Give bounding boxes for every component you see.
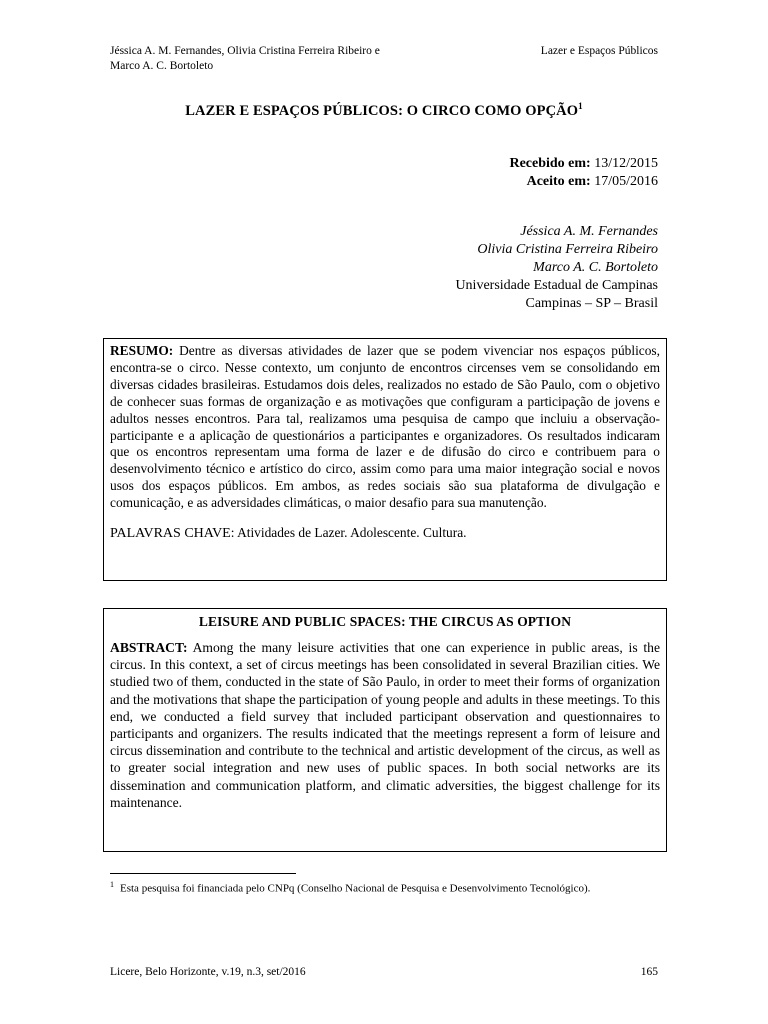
submission-dates [509, 155, 658, 191]
running-header-authors [110, 44, 440, 74]
paper-title-text: LAZER E ESPAÇOS PÚBLICOS: O CIRCO COMO OPÇÃO [185, 102, 579, 119]
resumo-box [103, 338, 667, 581]
accepted-date [509, 173, 658, 191]
author-block [455, 223, 658, 313]
abstract-paragraph [110, 639, 660, 811]
abstract-box [103, 608, 667, 852]
abstract-label: ABSTRACT: [110, 640, 188, 655]
paper-title [110, 101, 658, 120]
author-name: Jéssica A. M. Fernandes [520, 224, 658, 239]
footnote-marker: 1 [110, 880, 114, 889]
keywords-line [110, 524, 660, 542]
author-affiliation: Universidade Estadual de Campinas [455, 278, 658, 293]
english-title: LEISURE AND PUBLIC SPACES: THE CIRCUS AS OPTION [198, 614, 572, 629]
page-number: 165 [640, 966, 658, 978]
accepted-label: Aceito em: [526, 174, 591, 189]
author-name: Marco A. C. Bortoleto [533, 260, 658, 275]
footnote [110, 878, 658, 896]
abstract-text: Among the many leisure activities that one can experience in public areas, is the circus. In this context, a set of circus meetings has been consolidated in several Brazilian cities. We studied two of them, conducted in the state of São Paulo, in order to meet their forms of organization and the motivations that shape the participation of young people and adults in these meetings. To this end, we conducted a field survey that included participant observation and questionnaires to participants and organizers. The results indicated that the meetings represent a form of leisure and circus dissemination and contribute to the technical and artistic development of the circus, as well as to greater social integration and new uses of public spaces. In both social networks are its dissemination and communication platform, and climatic adversities, the biggest challenge for its maintenance. [110, 640, 660, 810]
keywords-text: : Atividades de Lazer. Adolescente. Cultura. [230, 525, 467, 541]
received-date [509, 155, 658, 173]
resumo-paragraph [110, 343, 660, 512]
resumo-label: RESUMO: [110, 343, 174, 358]
resumo-text: Dentre as diversas atividades de lazer que se podem vivenciar nos espaços públicos, encontra-se o circo. Nesse contexto, um conjunto de encontros circenses vem se consolidando em diversas cidades brasileiras. Estudamos dois deles, realizados no estado de São Paulo, com o objetivo de conhecer suas formas de organização e as motivações que configuram a participação de jovens e adultos nesses encontros. Para tal, realizamos uma pesquisa de campo que incluiu a observação-participante e a aplicação de questionários a participantes e organizadores. Os resultados indicaram que os encontros representam uma forma de lazer e de difusão do circo e contribuem para o desenvolvimento técnico e artístico do circo, assim como para uma maior integração social e novos usos dos espaços públicos. Em ambos, as redes sociais são sua plataforma de divulgação e comunicação, e as adversidades climáticas, o maior desafio para sua manutenção. [110, 343, 660, 511]
footnote-text: Esta pesquisa foi financiada pelo CNPq (Conselho Nacional de Pesquisa e Desenvolvimento Tecnológico). [120, 882, 591, 895]
accepted-value: 17/05/2016 [594, 174, 658, 189]
received-label: Recebido em: [509, 156, 591, 171]
running-header-section: Lazer e Espaços Públicos [540, 45, 658, 57]
journal-citation: Licere, Belo Horizonte, v.19, n.3, set/2016 [110, 966, 306, 978]
footnote-divider [110, 873, 296, 874]
header-authors-line2: Marco A. C. Bortoleto [110, 60, 214, 72]
received-value: 13/12/2015 [594, 156, 658, 171]
header-authors-line1: Jéssica A. M. Fernandes, Olivia Cristina Ferreira Ribeiro e [110, 45, 380, 57]
title-footnote-marker: 1 [578, 101, 583, 111]
author-location: Campinas – SP – Brasil [525, 296, 658, 311]
author-name: Olivia Cristina Ferreira Ribeiro [477, 242, 658, 257]
keywords-label: PALAVRAS CHAVE [110, 526, 231, 542]
